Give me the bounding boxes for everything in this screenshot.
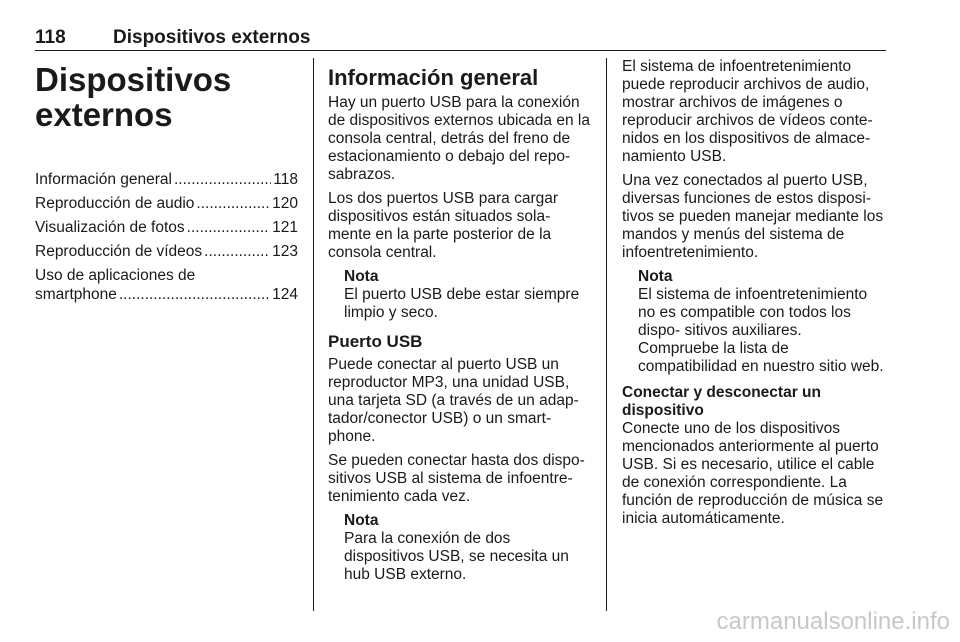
column-divider-2	[606, 58, 607, 611]
paragraph: Conecte uno de los dispositivos mencionados anteriormente al puerto USB. Si es necesario, utilice el cable de conexión correspondiente. La función de reproducción de música se inicia automáticamente.	[622, 420, 884, 527]
toc-entry[interactable]	[35, 242, 298, 261]
table-of-contents	[35, 170, 298, 304]
toc-entry-page: 118	[273, 171, 298, 188]
toc-entry-page: 124	[272, 286, 298, 303]
section-title: Información general	[328, 65, 539, 90]
paragraph: Una vez conectados al puerto USB, diversas funciones de estos disposi- tivos se pueden manejar mediante los mandos y menús del sistema de infoentretenimiento.	[622, 172, 884, 261]
minor-heading: Conectar y desconectar un dispositivo	[622, 384, 821, 419]
page-header	[35, 27, 885, 49]
toc-leader	[119, 285, 270, 304]
note-text: El sistema de infoentretenimiento no es compatible con todos los dispo- sitivos auxiliares. Compruebe la lista de compatibilidad en nuestro sitio web.	[638, 286, 884, 375]
page-number: 118	[35, 27, 66, 48]
general-info-column	[328, 58, 591, 592]
note-text: Para la conexión de dos dispositivos USB, se necesita un hub USB externo.	[344, 530, 569, 583]
note-label: Nota	[344, 268, 379, 285]
paragraph: El sistema de infoentretenimiento puede reproducir archivos de audio, mostrar archivos de imágenes o reproducir archivos de vídeos conte- nidos en los dispositivos de almace- namiento USB.	[622, 58, 873, 165]
toc-entry-page: 123	[272, 243, 298, 260]
paragraph: Se pueden conectar hasta dos dispo- sitivos USB al sistema de infoentre- tenimiento cada vez.	[328, 452, 585, 505]
note-label: Nota	[638, 268, 673, 285]
toc-entry[interactable]	[35, 218, 298, 237]
toc-entry-page: 121	[272, 219, 298, 236]
watermark: carmanualsonline.info	[716, 608, 950, 635]
toc-entry[interactable]	[35, 194, 298, 213]
toc-entry[interactable]	[35, 266, 298, 304]
paragraph: Puede conectar al puerto USB un reproductor MP3, una unidad USB, una tarjeta SD (a través de un adap- tador/conector USB) o un smart- phone.	[328, 356, 579, 445]
chapter-title	[35, 62, 298, 132]
toc-leader	[204, 242, 270, 261]
toc-leader	[174, 170, 271, 189]
toc-entry-page: 120	[272, 195, 298, 212]
note-box	[328, 268, 591, 322]
usb-devices-column	[622, 58, 886, 534]
paragraph: Los dos puertos USB para cargar dispositivos están situados sola- mente en la parte posterior de la consola central.	[328, 190, 559, 261]
toc-leader	[187, 218, 270, 237]
toc-entry-title: Información general	[35, 171, 172, 188]
header-divider	[35, 50, 886, 51]
chapter-title-line2: externos	[35, 96, 173, 133]
running-title: Dispositivos externos	[113, 27, 311, 48]
chapter-title-line1: Dispositivos	[35, 61, 232, 98]
toc-entry-title: Visualización de fotos	[35, 219, 185, 236]
note-text: El puerto USB debe estar siempre limpio y seco.	[344, 286, 580, 321]
toc-entry-title-line2: smartphone	[35, 286, 117, 303]
note-box	[622, 268, 886, 376]
toc-entry-title: Reproducción de audio	[35, 195, 195, 212]
subsection-title: Puerto USB	[328, 332, 423, 351]
column-divider-1	[313, 58, 314, 611]
chapter-column	[35, 58, 298, 309]
paragraph: Hay un puerto USB para la conexión de dispositivos externos ubicada en la consola central, detrás del freno de estacionamiento o debajo del repo- sabrazos.	[328, 94, 590, 183]
toc-leader	[196, 194, 270, 213]
note-label: Nota	[344, 512, 379, 529]
toc-entry[interactable]	[35, 170, 298, 189]
toc-entry-title-line1: Uso de aplicaciones de	[35, 267, 196, 284]
toc-entry-title: Reproducción de vídeos	[35, 243, 203, 260]
note-box	[328, 512, 591, 584]
